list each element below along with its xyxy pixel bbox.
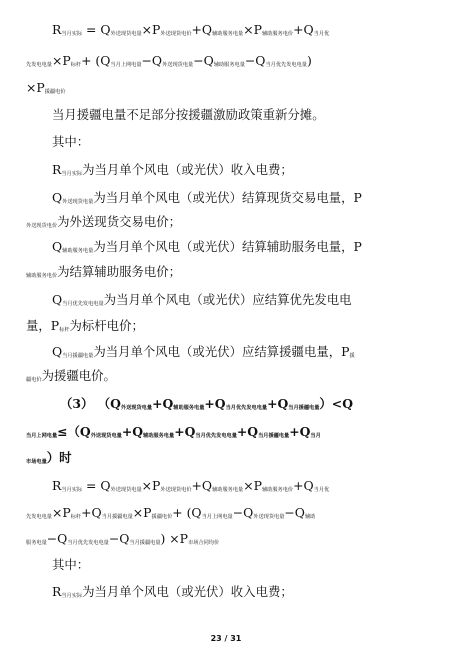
case3-line3: 市场电量）时 (26, 450, 72, 465)
page-number: 23 / 31 (210, 634, 242, 643)
definition-p-spot: 外送现货电价为外送现货交易电价； (26, 214, 182, 229)
definition-p-aux: 辅助服务电价为结算辅助服务电价； (26, 264, 182, 279)
definition-r-2: R当月实际为当月单个风电（或光伏）收入电费； (52, 584, 293, 599)
definition-q-aux: Q辅助服务电量为当月单个风电（或光伏）结算辅助服务电量，P (52, 239, 362, 254)
definition-q-aid: Q当月援疆电量为当月单个风电（或光伏）应结算援疆电量，P援 (52, 344, 355, 359)
case3-line1: （3） （Q外送现货电量+Q辅助服务电量+Q当月优先发电电量+Q当月援疆电量）<Q (60, 396, 353, 411)
formula2-line3: 服务电量−Q当月优先发电电量−Q当月援疆电量) ×P市场合同均价 (26, 531, 220, 546)
definition-r: R当月实际为当月单个风电（或光伏）收入电费； (52, 162, 293, 177)
formula2-line2: 先发电电量×P标杆+Q当月援疆电量×P援疆电价+ (Q当月上网电量−Q外送现货电量−Q辅助 (26, 505, 316, 520)
formula1-line1: R当月实际 = Q外送现货电量×P外送现货电价+Q辅助服务电量×P辅助服务电价+Q当月优 (52, 22, 330, 37)
formula1-line2: 先发电电量×P标杆+ (Q当月上网电量−Q外送现货电量−Q辅助服务电量−Q当月优先发电电量) (26, 53, 312, 68)
definition-q-spot: Q外送现货电量为当月单个风电（或光伏）结算现货交易电量，P (52, 190, 362, 205)
definition-p-benchmark: 量，P标杆为标杆电价； (26, 318, 144, 333)
formula2-line1: R当月实际 = Q外送现货电量×P外送现货电价+Q辅助服务电量×P辅助服务电价+Q当月优 (52, 478, 330, 493)
definition-q-priority: Q当月优先发电电量为当月单个风电（或光伏）应结算优先发电电 (52, 292, 352, 307)
definition-p-aid: 疆电价为援疆电价。 (26, 368, 116, 383)
where-label-1: 其中： (52, 134, 90, 149)
redistribute-paragraph: 当月援疆电量不足部分按援疆激励政策重新分摊。 (52, 107, 325, 122)
case3-line2: 当月上网电量≤（Q外送现货电量+Q辅助服务电量+Q当月优先发电电量+Q当月援疆电量+Q当月 (26, 424, 321, 439)
where-label-2: 其中： (52, 557, 90, 572)
formula1-line3: ×P援疆电价 (26, 80, 66, 95)
